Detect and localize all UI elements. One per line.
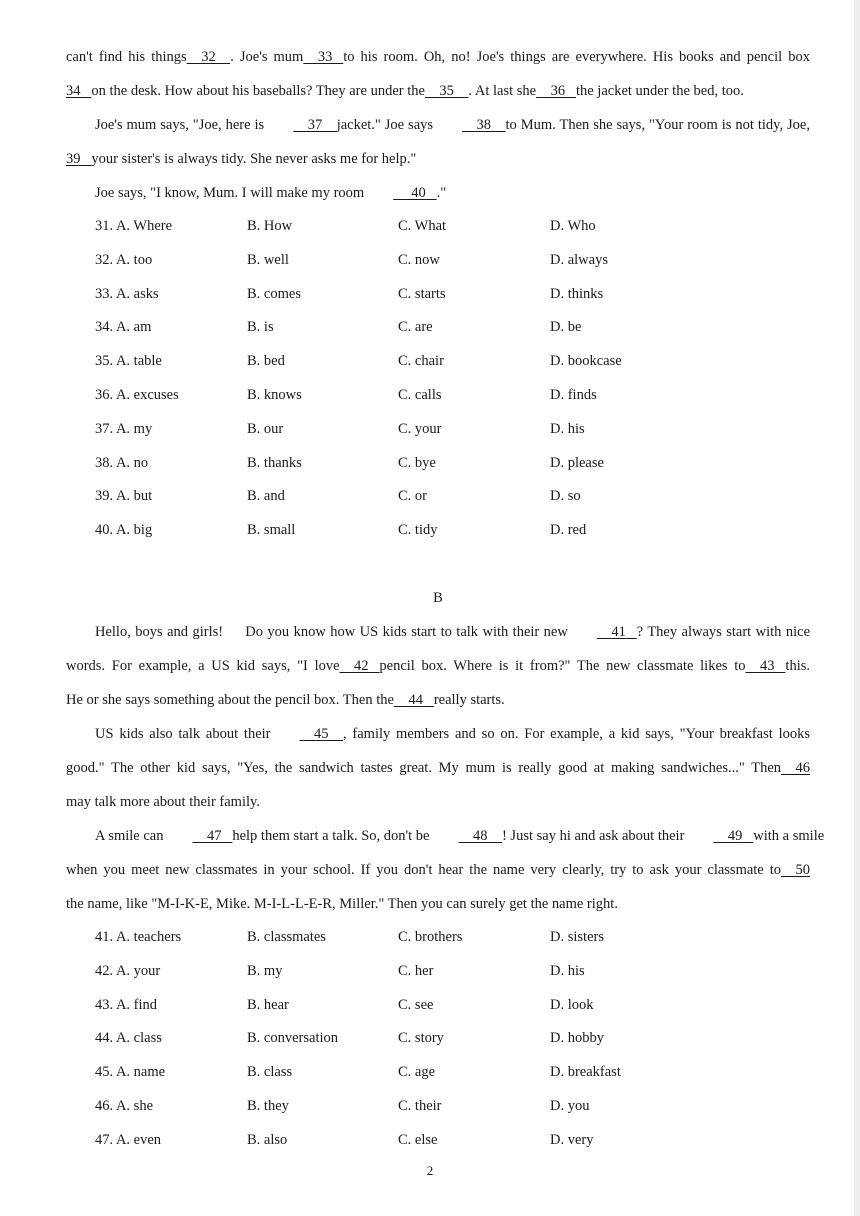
option-d: D. Who xyxy=(550,218,596,234)
option-row xyxy=(95,480,810,514)
text-segment: when you meet new classmates in your school. If you don't hear the name very clearly, try to ask your classmate to xyxy=(66,861,781,878)
text-segment: help them start a talk. So, don't be xyxy=(232,827,430,844)
option-c: C. starts xyxy=(398,285,446,302)
option-b: B. bed xyxy=(247,353,285,370)
option-c: C. bye xyxy=(398,454,436,471)
text-segment: jacket." Joe says xyxy=(336,117,434,133)
option-row xyxy=(95,1124,810,1158)
options-b xyxy=(95,921,810,1158)
text-segment: Joe's mum says, "Joe, here is xyxy=(95,117,265,133)
option-a: 33. A. asks xyxy=(95,285,159,302)
text-segment: to Mum. Then she says, "Your room is not tidy, Joe, xyxy=(505,117,810,133)
option-row xyxy=(95,921,810,955)
option-c: C. her xyxy=(398,962,434,979)
blank-41: 41 xyxy=(611,623,626,640)
text-segment: . At last she xyxy=(468,83,537,99)
page-number: 2 xyxy=(426,1163,434,1178)
blank-32: 32 xyxy=(186,49,231,65)
blank-50: 50 xyxy=(795,861,810,878)
option-b: B. my xyxy=(247,962,283,979)
option-d: D. always xyxy=(550,251,608,268)
text-segment: ! Just say hi and ask about their xyxy=(501,827,685,844)
option-a: 32. A. too xyxy=(95,251,153,268)
option-b: B. knows xyxy=(247,386,302,403)
blank-36: 36 xyxy=(536,83,576,99)
option-a: 42. A. your xyxy=(95,962,161,979)
option-c: C. their xyxy=(398,1097,442,1114)
text-segment: words. For example, a US kid says, "I love xyxy=(66,657,340,674)
passage-a xyxy=(66,40,810,210)
option-b: B. thanks xyxy=(247,454,302,471)
option-b: B. conversation xyxy=(247,1030,339,1047)
option-d: D. you xyxy=(550,1097,590,1114)
passage-line xyxy=(66,717,810,751)
blank-33: 33 xyxy=(303,49,344,65)
option-d: D. bookcase xyxy=(550,353,622,370)
text-segment: really starts. xyxy=(433,691,505,708)
option-row xyxy=(95,244,810,278)
option-b: B. our xyxy=(247,420,284,437)
passage-b xyxy=(66,615,825,921)
option-row xyxy=(95,278,810,312)
option-a: 47. A. even xyxy=(95,1131,162,1148)
passage-line xyxy=(66,615,810,649)
blank-49: 49 xyxy=(727,827,743,844)
option-b: B. comes xyxy=(247,285,301,302)
option-d: D. finds xyxy=(550,386,597,403)
option-c: C. age xyxy=(398,1064,436,1081)
passage-line xyxy=(66,40,810,74)
option-d: D. hobby xyxy=(550,1030,604,1047)
passage-line xyxy=(66,853,810,887)
option-c: C. are xyxy=(398,319,433,336)
option-row xyxy=(95,514,810,548)
text-segment: can't find his things xyxy=(66,49,187,65)
option-d: D. very xyxy=(550,1131,594,1148)
option-a: 46. A. she xyxy=(95,1097,153,1114)
option-row xyxy=(95,955,810,989)
passage-line xyxy=(66,887,810,921)
option-d: D. sisters xyxy=(550,928,604,945)
option-b: B. is xyxy=(247,319,274,336)
passage-line xyxy=(66,751,810,785)
text-segment: He or she says something about the pencil box. Then the xyxy=(66,691,394,708)
option-c: C. see xyxy=(398,996,434,1013)
option-b: B. How xyxy=(247,218,293,234)
spacer xyxy=(66,548,810,581)
section-heading: B xyxy=(433,589,443,606)
blank-34: 34 xyxy=(66,83,81,99)
text-segment: with a smile xyxy=(753,827,825,844)
text-segment: on the desk. How about his baseballs? They are under the xyxy=(91,83,425,99)
option-b: B. class xyxy=(247,1064,293,1081)
option-b: B. they xyxy=(247,1097,289,1114)
option-b: B. small xyxy=(247,522,296,539)
option-row xyxy=(95,989,810,1023)
blank-42: 42 xyxy=(354,657,369,674)
option-row xyxy=(95,345,810,379)
option-a: 44. A. class xyxy=(95,1030,162,1047)
text-segment: the jacket under the bed, too. xyxy=(575,83,744,99)
blank-34-tail xyxy=(81,74,92,108)
blank-39-tail xyxy=(81,142,92,176)
option-row xyxy=(95,311,810,345)
option-c: C. brothers xyxy=(398,928,463,945)
blank-39: 39 xyxy=(66,151,81,167)
option-b: B. also xyxy=(247,1131,288,1148)
option-a: 35. A. table xyxy=(95,353,162,370)
option-c: C. your xyxy=(398,420,442,437)
option-a: 38. A. no xyxy=(95,454,149,471)
option-b: B. well xyxy=(247,251,289,268)
blank-40: 40 xyxy=(393,185,437,201)
text-segment: may talk more about their family. xyxy=(66,793,260,810)
text-segment: pencil box. Where is it from?" The new classmate likes to xyxy=(379,657,746,674)
option-row xyxy=(95,1022,810,1056)
option-a: 31. A. Where xyxy=(95,218,173,234)
passage-line xyxy=(66,819,825,853)
text-segment: your sister's is always tidy. She never asks me for help." xyxy=(91,151,417,167)
text-segment: US kids also talk about their xyxy=(95,725,271,742)
passage-line xyxy=(66,649,810,683)
option-d: D. breakfast xyxy=(550,1064,621,1081)
option-a: 45. A. name xyxy=(95,1064,166,1081)
page-edge xyxy=(854,0,860,1216)
option-row xyxy=(95,447,810,481)
option-a: 40. A. big xyxy=(95,522,153,539)
option-row xyxy=(95,1056,810,1090)
text-segment: this. xyxy=(785,657,810,674)
blank-48: 48 xyxy=(472,827,488,844)
passage-line xyxy=(66,176,810,210)
passage-line xyxy=(66,683,810,717)
option-c: C. calls xyxy=(398,386,442,403)
blank-35: 35 xyxy=(424,83,469,99)
option-a: 43. A. find xyxy=(95,996,158,1013)
blank-47: 47 xyxy=(206,827,222,844)
blank-37: 37 xyxy=(293,117,337,133)
blank-38: 38 xyxy=(462,117,506,133)
blank-45: 45 xyxy=(314,725,329,742)
option-b: B. classmates xyxy=(247,928,326,945)
options-a xyxy=(95,210,810,548)
text-segment: ? They always start with nice xyxy=(636,623,811,640)
text-segment: A smile can xyxy=(95,827,164,844)
passage-line xyxy=(66,108,810,142)
option-d: D. look xyxy=(550,996,594,1013)
option-a: 37. A. my xyxy=(95,420,153,437)
document-page xyxy=(66,40,825,1158)
option-c: C. tidy xyxy=(398,522,438,539)
passage-line xyxy=(66,74,810,108)
option-c: C. else xyxy=(398,1131,438,1148)
passage-line xyxy=(66,785,810,819)
option-a: 34. A. am xyxy=(95,319,152,336)
option-c: C. chair xyxy=(398,353,444,370)
option-c: C. story xyxy=(398,1030,444,1047)
option-d: D. please xyxy=(550,454,604,471)
option-b: B. hear xyxy=(247,996,289,1013)
option-a: 36. A. excuses xyxy=(95,386,179,403)
option-c: C. or xyxy=(398,488,427,505)
option-d: D. red xyxy=(550,522,587,539)
text-segment: ." xyxy=(436,185,447,201)
blank-43: 43 xyxy=(760,657,775,674)
text-segment: the name, like "M-I-K-E, Mike. M-I-L-L-E-R, Miller." Then you can surely get the name right. xyxy=(66,895,618,912)
option-row xyxy=(95,413,810,447)
option-b: B. and xyxy=(247,488,285,505)
option-row xyxy=(95,210,810,244)
text-segment: Hello, boys and girls! Do you know how US kids start to talk with their new xyxy=(95,623,568,640)
option-a: 41. A. teachers xyxy=(95,928,182,945)
passage-line xyxy=(66,142,810,176)
blank-46: 46 xyxy=(795,759,810,776)
option-c: C. What xyxy=(398,218,447,234)
option-a: 39. A. but xyxy=(95,488,153,505)
text-segment: Joe says, "I know, Mum. I will make my room xyxy=(95,185,365,201)
option-d: D. so xyxy=(550,488,581,505)
option-d: D. thinks xyxy=(550,285,604,302)
text-segment: , family members and so on. For example, a kid says, "Your breakfast looks xyxy=(343,725,810,742)
option-d: D. his xyxy=(550,420,585,437)
option-row xyxy=(95,379,810,413)
text-segment: . Joe's mum xyxy=(230,49,304,65)
option-c: C. now xyxy=(398,251,440,268)
option-d: D. be xyxy=(550,319,582,336)
blank-44: 44 xyxy=(408,691,423,708)
text-segment: good." The other kid says, "Yes, the sandwich tastes great. My mum is really good at making sandwiches..." Then xyxy=(66,759,781,776)
option-row xyxy=(95,1090,810,1124)
option-d: D. his xyxy=(550,962,585,979)
text-segment: to his room. Oh, no! Joe's things are everywhere. His books and pencil box xyxy=(343,49,810,65)
